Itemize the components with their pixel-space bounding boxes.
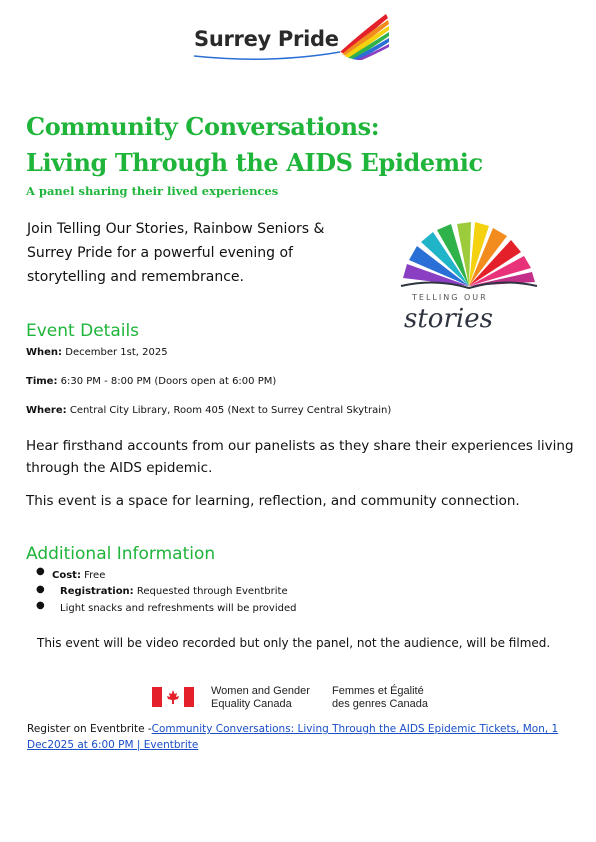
page-subtitle: A panel sharing their lived experiences (26, 184, 279, 198)
event-details-heading: Event Details (26, 321, 140, 341)
sponsor-english-line1: Women and Gender (211, 685, 310, 697)
list-item-snacks: Light snacks and refreshments will be provided (60, 603, 297, 614)
where-value: Central City Library, Room 405 (Next to Surrey Central Skytrain) (66, 405, 392, 416)
additional-info-heading: Additional Information (26, 544, 216, 564)
eventbrite-link-continued[interactable]: Dec2025 at 6:00 PM | Eventbrite (27, 739, 199, 751)
registration-value: Requested through Eventbrite (133, 586, 288, 597)
page-title-line1: Community Conversations: (26, 112, 380, 141)
when-label: When: (26, 347, 63, 358)
register-line2 (27, 739, 198, 751)
sponsor-french-line1: Femmes et Égalité (332, 685, 424, 697)
intro-line1: Join Telling Our Stories, Rainbow Seniors & (27, 221, 325, 237)
body-paragraph-2: This event is a space for learning, reflection, and community connection. (26, 493, 520, 509)
stories-logo-script-text: stories (404, 304, 493, 334)
cost-label: Cost: (52, 570, 81, 581)
bullet-icon: ● (36, 584, 45, 595)
list-item-cost (52, 570, 105, 581)
surrey-pride-logo-text: Surrey Pride (194, 27, 339, 51)
event-where (26, 405, 391, 416)
time-value: 6:30 PM - 8:00 PM (Doors open at 6:00 PM) (57, 376, 277, 387)
body-paragraph-1-line2: through the AIDS epidemic. (26, 460, 213, 476)
intro-line3: storytelling and remembrance. (27, 269, 244, 285)
registration-label: Registration: (60, 586, 134, 597)
sponsor-english-line2: Equality Canada (211, 698, 292, 710)
event-when (26, 347, 168, 358)
register-line1 (27, 723, 558, 735)
stories-logo-small-text: TELLING OUR (412, 293, 488, 302)
bullet-icon: ● (36, 566, 45, 577)
register-prefix: Register on Eventbrite - (27, 723, 152, 735)
eventbrite-link[interactable]: Community Conversations: Living Through the AIDS Epidemic Tickets, Mon, 1 (151, 723, 559, 735)
list-item-registration (60, 586, 288, 597)
bullet-icon: ● (36, 600, 45, 611)
event-time (26, 376, 276, 387)
time-label: Time: (26, 376, 58, 387)
when-value: December 1st, 2025 (62, 347, 168, 358)
recording-notice: This event will be video recorded but only the panel, not the audience, will be filmed. (37, 636, 551, 650)
canada-flag-icon (152, 687, 194, 707)
page-title-line2: Living Through the AIDS Epidemic (26, 148, 483, 177)
intro-line2: Surrey Pride for a powerful evening of (27, 245, 293, 261)
where-label: Where: (26, 405, 67, 416)
cost-value: Free (80, 570, 106, 581)
sponsor-french-line2: des genres Canada (332, 698, 429, 710)
body-paragraph-1-line1: Hear firsthand accounts from our panelists as they share their experiences living (26, 438, 574, 454)
